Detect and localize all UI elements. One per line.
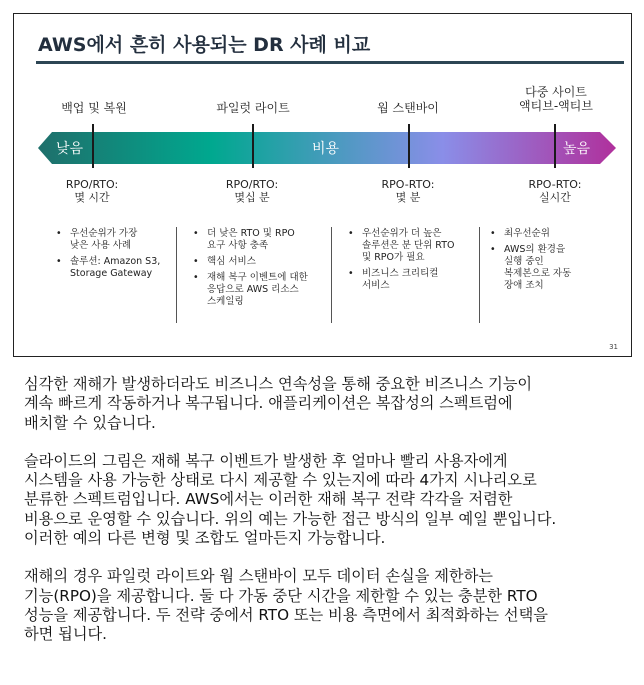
- stage-label-warm-standby: 웜 스탠바이: [377, 101, 439, 115]
- page-number: 31: [609, 343, 618, 351]
- bullet-item: • 더 낮은 RTO 및 RPO 요구 사항 충족: [193, 228, 329, 252]
- stage-label-backup: 백업 및 복원: [61, 101, 127, 115]
- slide-frame: [13, 13, 632, 357]
- rpo-backup: RPO/RTO: 몇 시간: [65, 178, 119, 204]
- bullet-item: • AWS의 환경을 실행 중인 복제본으로 자동 장애 조치: [490, 244, 600, 292]
- stage-tick-warm-standby: [408, 124, 410, 168]
- stage-tick-pilot-light: [252, 124, 254, 168]
- cost-label: 비용: [312, 141, 340, 157]
- rpo-pilot-light: RPO/RTO: 몇십 분: [225, 178, 279, 204]
- notes-paragraph: 재해의 경우 파일럿 라이트와 웜 스탠바이 모두 데이터 손실을 제한하는 기능(RPO)을 제공합니다. 둘 다 가동 중단 시간을 제한할 수 있는 충분한 RTO 성능을 제공합니다. 두 전략 중에서 RTO 또는 비용 측면에서 최적화하는 선택을 하면 됩니다.: [24, 567, 548, 644]
- speaker-notes: [24, 375, 630, 664]
- rpo-multi-site: RPO-RTO: 실시간: [528, 178, 582, 204]
- bullets-pilot-light: [193, 228, 329, 312]
- bullet-item: • 재해 복구 이벤트에 대한 응답으로 AWS 리소스 스케일링: [193, 272, 329, 308]
- bullet-item: • 우선순위가 더 높은 솔루션은 분 단위 RTO 및 RPO가 필요: [348, 228, 474, 264]
- notes-paragraph: 심각한 재해가 발생하더라도 비즈니스 연속성을 통해 중요한 비즈니스 기능이 계속 빠르게 작동하거나 복구됩니다. 애플리케이션은 복잡성의 스펙트럼에 배치할 수 있습니다.: [24, 375, 533, 432]
- column-separator: [331, 227, 332, 323]
- title-underline: [36, 61, 624, 64]
- cost-low-label: 낮음: [56, 141, 84, 157]
- bullet-item: • 우선순위가 가장 낮은 사용 사례: [56, 228, 172, 252]
- stage-tick-multi-site: [554, 124, 556, 168]
- slide-title: AWS에서 흔히 사용되는 DR 사례 비교: [38, 34, 371, 56]
- bullets-warm-standby: [348, 228, 474, 296]
- bullet-item: • 최우선순위: [490, 228, 600, 240]
- column-separator: [176, 227, 177, 323]
- stage-label-multi-site: 다중 사이트 액티브-액티브: [519, 85, 593, 113]
- bullet-item: • 솔루션: Amazon S3, Storage Gateway: [56, 256, 172, 280]
- bullets-multi-site: [490, 228, 600, 296]
- stage-tick-backup: [92, 124, 94, 168]
- column-separator: [479, 227, 480, 323]
- cost-high-label: 높음: [563, 141, 591, 157]
- rpo-warm-standby: RPO-RTO: 몇 분: [381, 178, 435, 204]
- notes-paragraph: 슬라이드의 그림은 재해 복구 이벤트가 발생한 후 얼마나 빨리 사용자에게 시스템을 사용 가능한 상태로 다시 제공할 수 있는지에 따라 4가지 시나리오로 분류한 스펙트럼입니다. AWS에서는 이러한 재해 복구 전략 각각을 저렴한 비용으로 운영할 수 있습니다. 위의 예는 가능한 접근 방식의 일부 예일 뿐입니다. 이러한 예의 다른 변형 및 조합도 얼마든지 가능합니다.: [24, 451, 557, 548]
- bullet-item: • 비즈니스 크리티컬 서비스: [348, 268, 474, 292]
- stage-label-pilot-light: 파일럿 라이트: [216, 101, 290, 115]
- bullets-backup: [56, 228, 172, 284]
- bullet-item: • 핵심 서비스: [193, 256, 329, 268]
